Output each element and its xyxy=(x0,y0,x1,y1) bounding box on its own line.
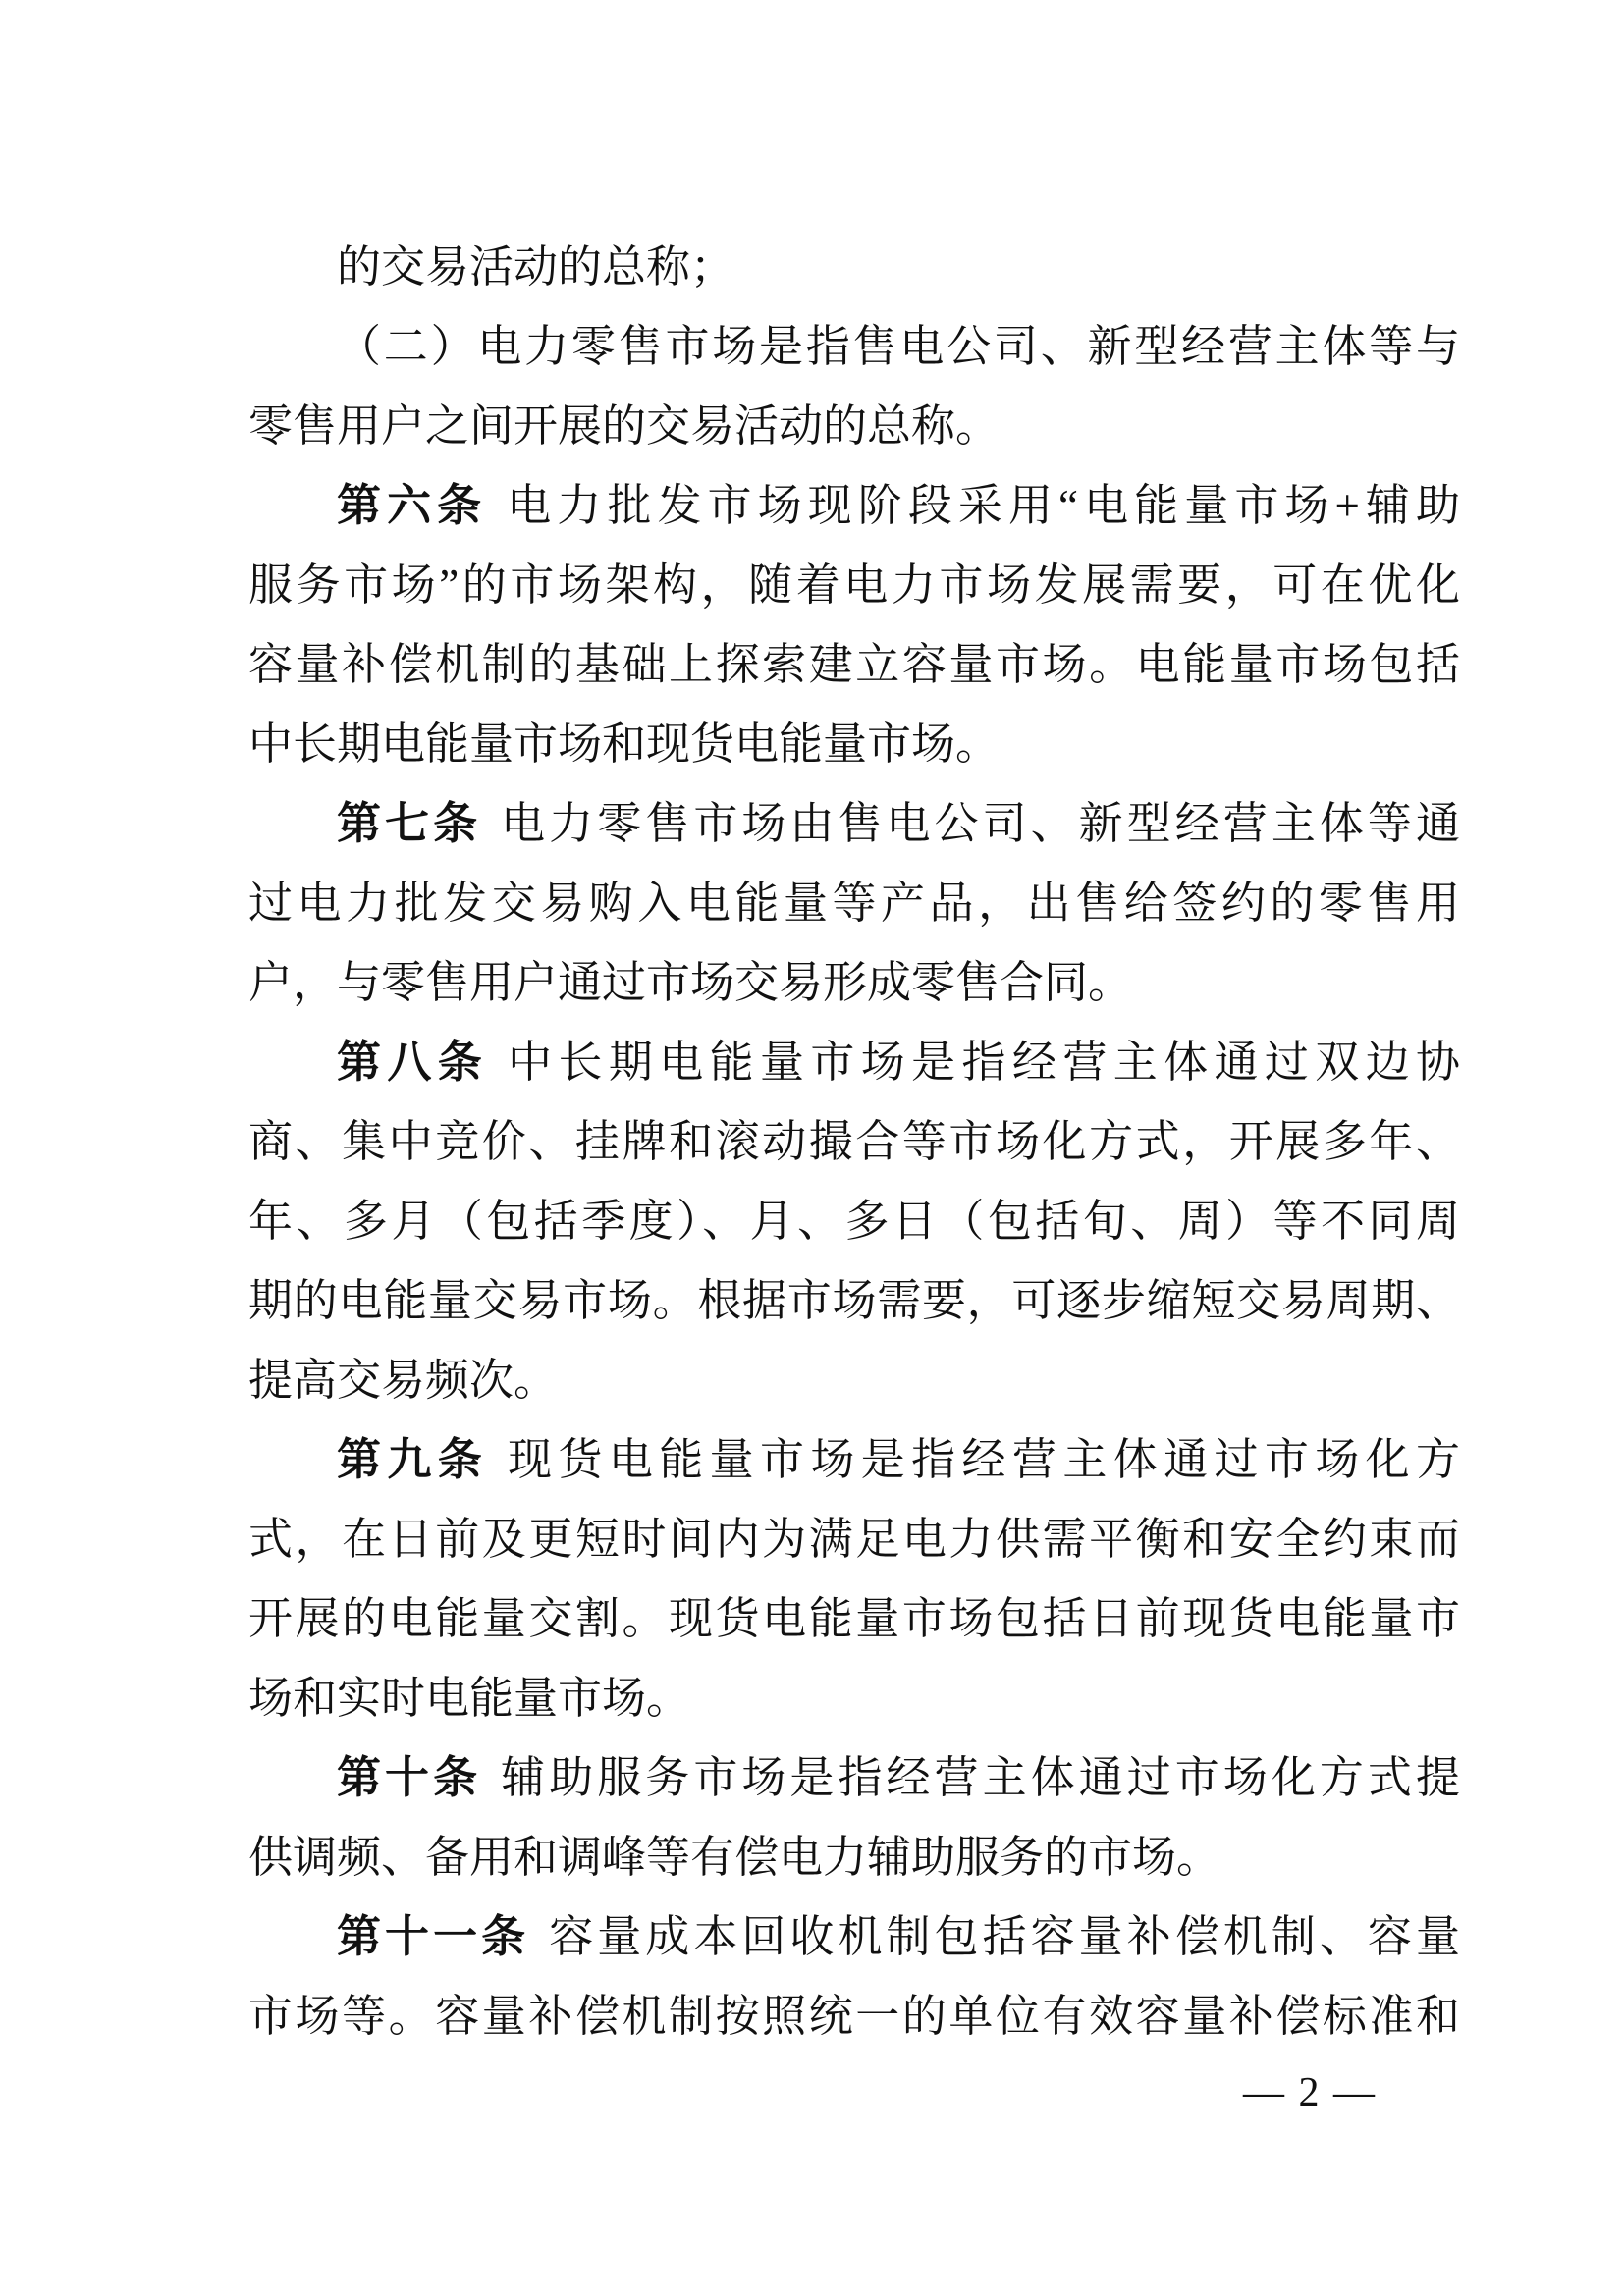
text-line: 第七条 电力零售市场由售电公司、新型经营主体等通 xyxy=(337,799,1460,848)
document-body xyxy=(248,228,1460,2056)
text-line: 过电力批发交易购入电能量等产品，出售给签约的零售用 xyxy=(248,879,1460,928)
text-line: 服务市场”的市场架构，随着电力市场发展需要，可在优化 xyxy=(248,561,1460,610)
text-line: 供调频、备用和调峰等有偿电力辅助服务的市场。 xyxy=(248,1833,1221,1882)
text-line: 年、多月（包括季度）、月、多日（包括旬、周）等不同周 xyxy=(248,1197,1460,1246)
text-line: 零售用户之间开展的交易活动的总称。 xyxy=(248,401,1001,451)
article-number: 第十一条 xyxy=(337,1912,530,1961)
text-line: 第十条 辅助服务市场是指经营主体通过市场化方式提 xyxy=(337,1753,1460,1802)
article-number: 第十条 xyxy=(337,1753,482,1802)
text-line: 容量补偿机制的基础上探索建立容量市场。电能量市场包括 xyxy=(248,640,1460,689)
article-number: 第七条 xyxy=(337,799,482,848)
page-number: — 2 — xyxy=(1243,2070,1377,2115)
text-line: 开展的电能量交割。现货电能量市场包括日前现货电能量市 xyxy=(248,1594,1460,1643)
text-line: 提高交易频次。 xyxy=(248,1356,559,1405)
text-line: 第十一条 容量成本回收机制包括容量补偿机制、容量 xyxy=(337,1912,1460,1961)
text-line: 式，在日前及更短时间内为满足电力供需平衡和安全约束而 xyxy=(248,1515,1460,1564)
text-line: （二）电力零售市场是指售电公司、新型经营主体等与 xyxy=(337,322,1460,371)
article-number: 第九条 xyxy=(337,1435,489,1484)
text-line: 第九条 现货电能量市场是指经营主体通过市场化方 xyxy=(337,1435,1460,1484)
text-line: 场和实时电能量市场。 xyxy=(248,1674,691,1723)
text-line: 第八条 中长期电能量市场是指经营主体通过双边协 xyxy=(337,1038,1460,1087)
text-line: 户，与零售用户通过市场交易形成零售合同。 xyxy=(248,958,1133,1007)
text-line: 第六条 电力批发市场现阶段采用“电能量市场+辅助 xyxy=(337,481,1460,530)
article-number: 第八条 xyxy=(337,1038,489,1087)
text-line: 市场等。容量补偿机制按照统一的单位有效容量补偿标准和 xyxy=(248,1992,1460,2041)
article-number: 第六条 xyxy=(337,481,488,530)
text-line: 商、集中竞价、挂牌和滚动撮合等市场化方式，开展多年、 xyxy=(248,1117,1460,1166)
text-line: 中长期电能量市场和现货电能量市场。 xyxy=(248,720,1001,769)
text-line: 的交易活动的总称； xyxy=(337,242,735,292)
text-line: 期的电能量交易市场。根据市场需要，可逐步缩短交易周期、 xyxy=(248,1276,1460,1325)
